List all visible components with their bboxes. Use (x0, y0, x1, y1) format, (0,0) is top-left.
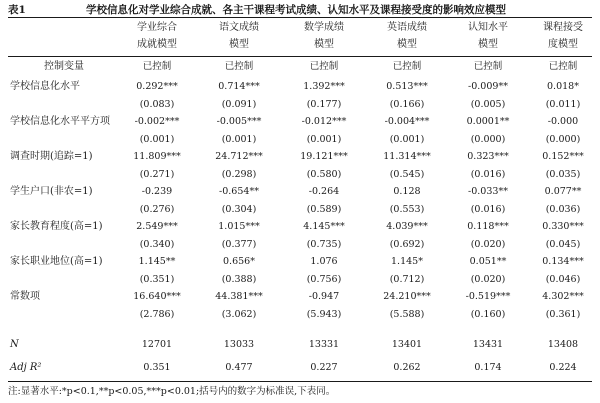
coef-cell: -0.005*** (216, 116, 262, 127)
se-cell: (0.166) (389, 99, 425, 110)
n-cell: 13431 (472, 339, 504, 350)
coef-cell: 0.128 (393, 186, 421, 197)
coef-cell: 0.018* (547, 81, 579, 92)
table-number: 表1 (8, 4, 26, 16)
coef-cell: -0.033** (468, 186, 508, 197)
se-cell: (0.271) (139, 169, 175, 180)
se-cell: (0.001) (389, 134, 425, 145)
header-rule (8, 56, 592, 57)
coef-cell: 16.640*** (133, 291, 181, 302)
coef-cell: 4.145*** (303, 221, 345, 232)
se-cell: (0.020) (470, 239, 506, 250)
se-cell: (0.011) (545, 99, 581, 110)
se-cell: (0.377) (221, 239, 257, 250)
coef-cell: 4.039*** (386, 221, 428, 232)
se-cell: (0.361) (545, 309, 581, 320)
coef-cell: 4.302*** (542, 291, 584, 302)
row-label-control: 控制变量 (44, 61, 84, 72)
n-cell: 13331 (308, 339, 340, 350)
coef-cell: 1.392*** (303, 81, 345, 92)
coef-cell: -0.012*** (301, 116, 347, 127)
table-cell: 已控制 (309, 61, 339, 72)
n-cell: 13408 (547, 339, 579, 350)
column-header-line2: 模型 (229, 39, 249, 50)
coef-cell: 11.314*** (383, 151, 431, 162)
coef-cell: -0.654** (219, 186, 259, 197)
se-cell: (0.016) (470, 169, 506, 180)
column-header-line1: 认知水平 (468, 22, 508, 33)
column-header (282, 19, 366, 55)
column-header-line1: 学业综合 (137, 22, 177, 33)
r2-cell: 0.262 (393, 362, 421, 373)
row-label: 家长职业地位(高=1) (10, 256, 103, 267)
se-cell: (0.304) (221, 204, 257, 215)
column-header-line1: 语文成绩 (219, 22, 259, 33)
column-header (197, 19, 281, 55)
n-cell: 12701 (141, 339, 173, 350)
se-cell: (0.276) (139, 204, 175, 215)
table-note: 注:显著水平:*p<0.1,**p<0.05,***p<0.01;括号内的数字为标准误,下表同。 (8, 386, 336, 397)
r2-cell: 0.224 (549, 362, 577, 373)
column-header-line2: 成就模型 (137, 39, 177, 50)
coef-cell: -0.264 (308, 186, 340, 197)
coef-cell: 44.381*** (215, 291, 263, 302)
coef-cell: -0.004*** (384, 116, 430, 127)
coef-cell: 0.656* (223, 256, 255, 267)
se-cell: (0.756) (306, 274, 342, 285)
se-cell: (0.016) (470, 204, 506, 215)
coef-cell: 24.210*** (383, 291, 431, 302)
se-cell: (0.091) (221, 99, 257, 110)
n-cell: 13401 (391, 339, 423, 350)
coef-cell: 1.076 (310, 256, 338, 267)
se-cell: (0.177) (306, 99, 342, 110)
coef-cell: -0.000 (547, 116, 579, 127)
column-header-line2: 度模型 (548, 39, 578, 50)
coef-cell: -0.519*** (465, 291, 511, 302)
se-cell: (0.005) (470, 99, 506, 110)
column-header-line2: 模型 (478, 39, 498, 50)
coef-cell: 19.121*** (300, 151, 348, 162)
coef-cell: 2.549*** (136, 221, 178, 232)
coef-cell: 0.077** (544, 186, 582, 197)
coef-cell: 11.809*** (133, 151, 181, 162)
column-header-line2: 模型 (314, 39, 334, 50)
se-cell: (0.046) (545, 274, 581, 285)
column-header (521, 19, 600, 55)
r2-cell: 0.351 (143, 362, 171, 373)
column-header-line2: 模型 (397, 39, 417, 50)
se-cell: (2.786) (139, 309, 175, 320)
se-cell: (0.001) (139, 134, 175, 145)
column-header (115, 19, 199, 55)
row-label: 学校信息化水平平方项 (10, 116, 110, 127)
coef-cell: 0.330*** (542, 221, 584, 232)
se-cell: (5.588) (389, 309, 425, 320)
table-cell: 已控制 (142, 61, 172, 72)
column-header (446, 19, 530, 55)
se-cell: (0.001) (221, 134, 257, 145)
table-cell: 已控制 (473, 61, 503, 72)
column-header-line1: 课程接受 (543, 22, 583, 33)
coef-cell: 0.134*** (542, 256, 584, 267)
table-cell: 已控制 (548, 61, 578, 72)
r2-cell: 0.174 (474, 362, 502, 373)
se-cell: (0.388) (221, 274, 257, 285)
se-cell: (5.943) (306, 309, 342, 320)
coef-cell: 0.118*** (467, 221, 509, 232)
se-cell: (0.545) (389, 169, 425, 180)
coef-cell: -0.009** (468, 81, 508, 92)
se-cell: (0.580) (306, 169, 342, 180)
coef-cell: 24.712*** (215, 151, 263, 162)
row-label: 调查时期(追踪=1) (10, 151, 93, 162)
column-header-line1: 英语成绩 (387, 22, 427, 33)
se-cell: (0.035) (545, 169, 581, 180)
se-cell: (0.000) (545, 134, 581, 145)
se-cell: (0.712) (389, 274, 425, 285)
table-title: 学校信息化对学业综合成就、各主干课程考试成绩、认知水平及课程接受度的影响效应模型 (86, 4, 506, 16)
row-label: 学校信息化水平 (10, 81, 80, 92)
se-cell: (3.062) (221, 309, 257, 320)
se-cell: (0.083) (139, 99, 175, 110)
coef-cell: -0.947 (308, 291, 340, 302)
se-cell: (0.692) (389, 239, 425, 250)
n-cell: 13033 (223, 339, 255, 350)
se-cell: (0.351) (139, 274, 175, 285)
coef-cell: 1.015*** (218, 221, 260, 232)
row-label-adj-r2: Adj R² (10, 362, 42, 373)
table-cell: 已控制 (224, 61, 254, 72)
se-cell: (0.298) (221, 169, 257, 180)
coef-cell: -0.239 (141, 186, 173, 197)
se-cell: (0.160) (470, 309, 506, 320)
table-cell: 已控制 (392, 61, 422, 72)
table-caption (8, 3, 592, 17)
coef-cell: 1.145** (138, 256, 176, 267)
coef-cell: 0.292*** (136, 81, 178, 92)
coef-cell: -0.002*** (134, 116, 180, 127)
se-cell: (0.589) (306, 204, 342, 215)
r2-cell: 0.227 (310, 362, 338, 373)
se-cell: (0.001) (306, 134, 342, 145)
row-label-n: N (10, 339, 19, 350)
coef-cell: 0.152*** (542, 151, 584, 162)
se-cell: (0.735) (306, 239, 342, 250)
se-cell: (0.036) (545, 204, 581, 215)
coef-cell: 1.145* (391, 256, 423, 267)
se-cell: (0.020) (470, 274, 506, 285)
r2-cell: 0.477 (225, 362, 253, 373)
se-cell: (0.000) (470, 134, 506, 145)
column-header-line1: 数学成绩 (304, 22, 344, 33)
coef-cell: 0.714*** (218, 81, 260, 92)
row-label: 家长教育程度(高=1) (10, 221, 103, 232)
coef-cell: 0.323*** (467, 151, 509, 162)
row-label: 学生户口(非农=1) (10, 186, 93, 197)
bottom-rule (8, 381, 592, 382)
se-cell: (0.340) (139, 239, 175, 250)
se-cell: (0.553) (389, 204, 425, 215)
row-label: 常数项 (10, 291, 40, 302)
coef-cell: 0.0001** (466, 116, 510, 127)
se-cell: (0.045) (545, 239, 581, 250)
coef-cell: 0.051** (469, 256, 507, 267)
column-header (365, 19, 449, 55)
coef-cell: 0.513*** (386, 81, 428, 92)
